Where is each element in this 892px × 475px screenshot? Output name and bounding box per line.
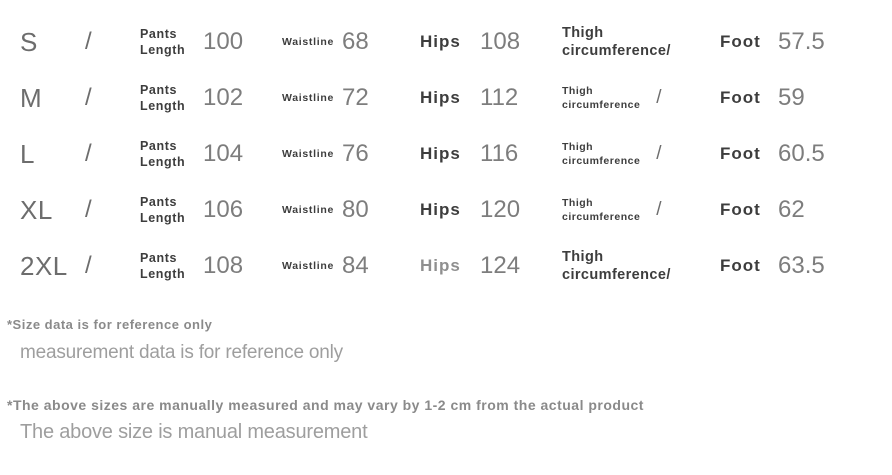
- thigh-circumference-value: /: [656, 143, 662, 164]
- separator-slash: /: [85, 196, 92, 223]
- pants-length-label-line2: Length: [140, 267, 186, 281]
- pants-length-label: [140, 138, 203, 170]
- thigh-circumference-value: /: [656, 87, 662, 108]
- pants-length-label-line2: Length: [140, 211, 186, 225]
- hips-label: Hips: [420, 200, 461, 219]
- waistline-label: Waistline: [282, 92, 335, 104]
- pants-length-value: 106: [203, 196, 244, 223]
- pants-length-label: [140, 250, 203, 282]
- pants-length-label-line2: Length: [140, 43, 186, 57]
- pants-length-label: [140, 26, 203, 58]
- thigh-circumference-label: [562, 84, 640, 112]
- waistline-value: 68: [342, 28, 369, 55]
- table-row-m: [0, 70, 892, 126]
- thigh-label-line1: Thigh: [562, 85, 594, 97]
- note-size-reference-bold: *Size data is for reference only: [7, 317, 213, 332]
- foot-label: Foot: [720, 200, 761, 219]
- thigh-label-line1: Thigh: [562, 249, 604, 265]
- pants-length-label-line1: Pants: [140, 83, 178, 97]
- foot-value: 57.5: [778, 28, 825, 55]
- pants-length-label: [140, 82, 203, 114]
- table-row-s: [0, 14, 892, 70]
- foot-label: Foot: [720, 88, 761, 107]
- separator-slash: /: [85, 84, 92, 111]
- thigh-circumference-cell: [562, 84, 720, 112]
- waistline-value: 80: [342, 196, 369, 223]
- thigh-circumference-label: [562, 140, 640, 168]
- thigh-label-line1: Thigh: [562, 141, 594, 153]
- foot-value: 59: [778, 84, 805, 111]
- thigh-label-line2: circumference: [562, 99, 641, 111]
- waistline-label: Waistline: [282, 36, 335, 48]
- foot-label: Foot: [720, 256, 761, 275]
- pants-length-label-line1: Pants: [140, 195, 178, 209]
- foot-value: 60.5: [778, 140, 825, 167]
- waistline-value: 84: [342, 252, 369, 279]
- thigh-label-line2: circumference: [562, 155, 641, 167]
- pants-length-value: 104: [203, 140, 244, 167]
- thigh-label-line1: Thigh: [562, 197, 594, 209]
- table-row-xl: [0, 182, 892, 238]
- hips-label: Hips: [420, 88, 461, 107]
- pants-length-label-line1: Pants: [140, 27, 178, 41]
- thigh-circumference-cell: [562, 140, 720, 168]
- waistline-value: 76: [342, 140, 369, 167]
- separator-slash: /: [85, 252, 92, 279]
- table-row-l: [0, 126, 892, 182]
- pants-length-label-line1: Pants: [140, 251, 178, 265]
- hips-label: Hips: [420, 144, 461, 163]
- waistline-value: 72: [342, 84, 369, 111]
- pants-length-value: 100: [203, 28, 244, 55]
- waistline-label: Waistline: [282, 204, 335, 216]
- thigh-circumference-label: [562, 196, 640, 224]
- thigh-circumference-label: [562, 24, 720, 60]
- thigh-label-line2: circumference/: [562, 43, 671, 59]
- note-manual-measure-light: The above size is manual measurement: [20, 421, 368, 443]
- foot-label: Foot: [720, 32, 761, 51]
- waistline-label: Waistline: [282, 260, 335, 272]
- size-label: S: [20, 26, 38, 57]
- size-label: L: [20, 138, 35, 169]
- pants-length-label: [140, 194, 203, 226]
- thigh-circumference-value: /: [656, 199, 662, 220]
- waistline-label: Waistline: [282, 148, 335, 160]
- size-label: M: [20, 82, 43, 113]
- pants-length-value: 102: [203, 84, 244, 111]
- thigh-label-line1: Thigh: [562, 25, 604, 41]
- size-label: 2XL: [20, 250, 68, 281]
- hips-value: 124: [480, 252, 521, 279]
- thigh-circumference-label: [562, 248, 720, 284]
- pants-length-label-line2: Length: [140, 155, 186, 169]
- foot-value: 63.5: [778, 252, 825, 279]
- separator-slash: /: [85, 140, 92, 167]
- thigh-label-line2: circumference: [562, 211, 641, 223]
- hips-value: 112: [480, 84, 519, 111]
- pants-length-value: 108: [203, 252, 244, 279]
- hips-value: 116: [480, 140, 519, 167]
- hips-label: Hips: [420, 256, 461, 275]
- size-label: XL: [20, 194, 53, 225]
- foot-value: 62: [778, 196, 805, 223]
- pants-length-label-line2: Length: [140, 99, 186, 113]
- table-row-2xl: [0, 238, 892, 294]
- size-table: [0, 14, 892, 294]
- thigh-label-line2: circumference/: [562, 267, 671, 283]
- foot-label: Foot: [720, 144, 761, 163]
- note-size-reference-light: measurement data is for reference only: [20, 342, 343, 363]
- hips-value: 108: [480, 28, 521, 55]
- note-manual-measure-bold: *The above sizes are manually measured and may vary by 1-2 cm from the actual product: [7, 397, 644, 413]
- hips-value: 120: [480, 196, 521, 223]
- separator-slash: /: [85, 28, 92, 55]
- hips-label: Hips: [420, 32, 461, 51]
- thigh-circumference-cell: [562, 196, 720, 224]
- pants-length-label-line1: Pants: [140, 139, 178, 153]
